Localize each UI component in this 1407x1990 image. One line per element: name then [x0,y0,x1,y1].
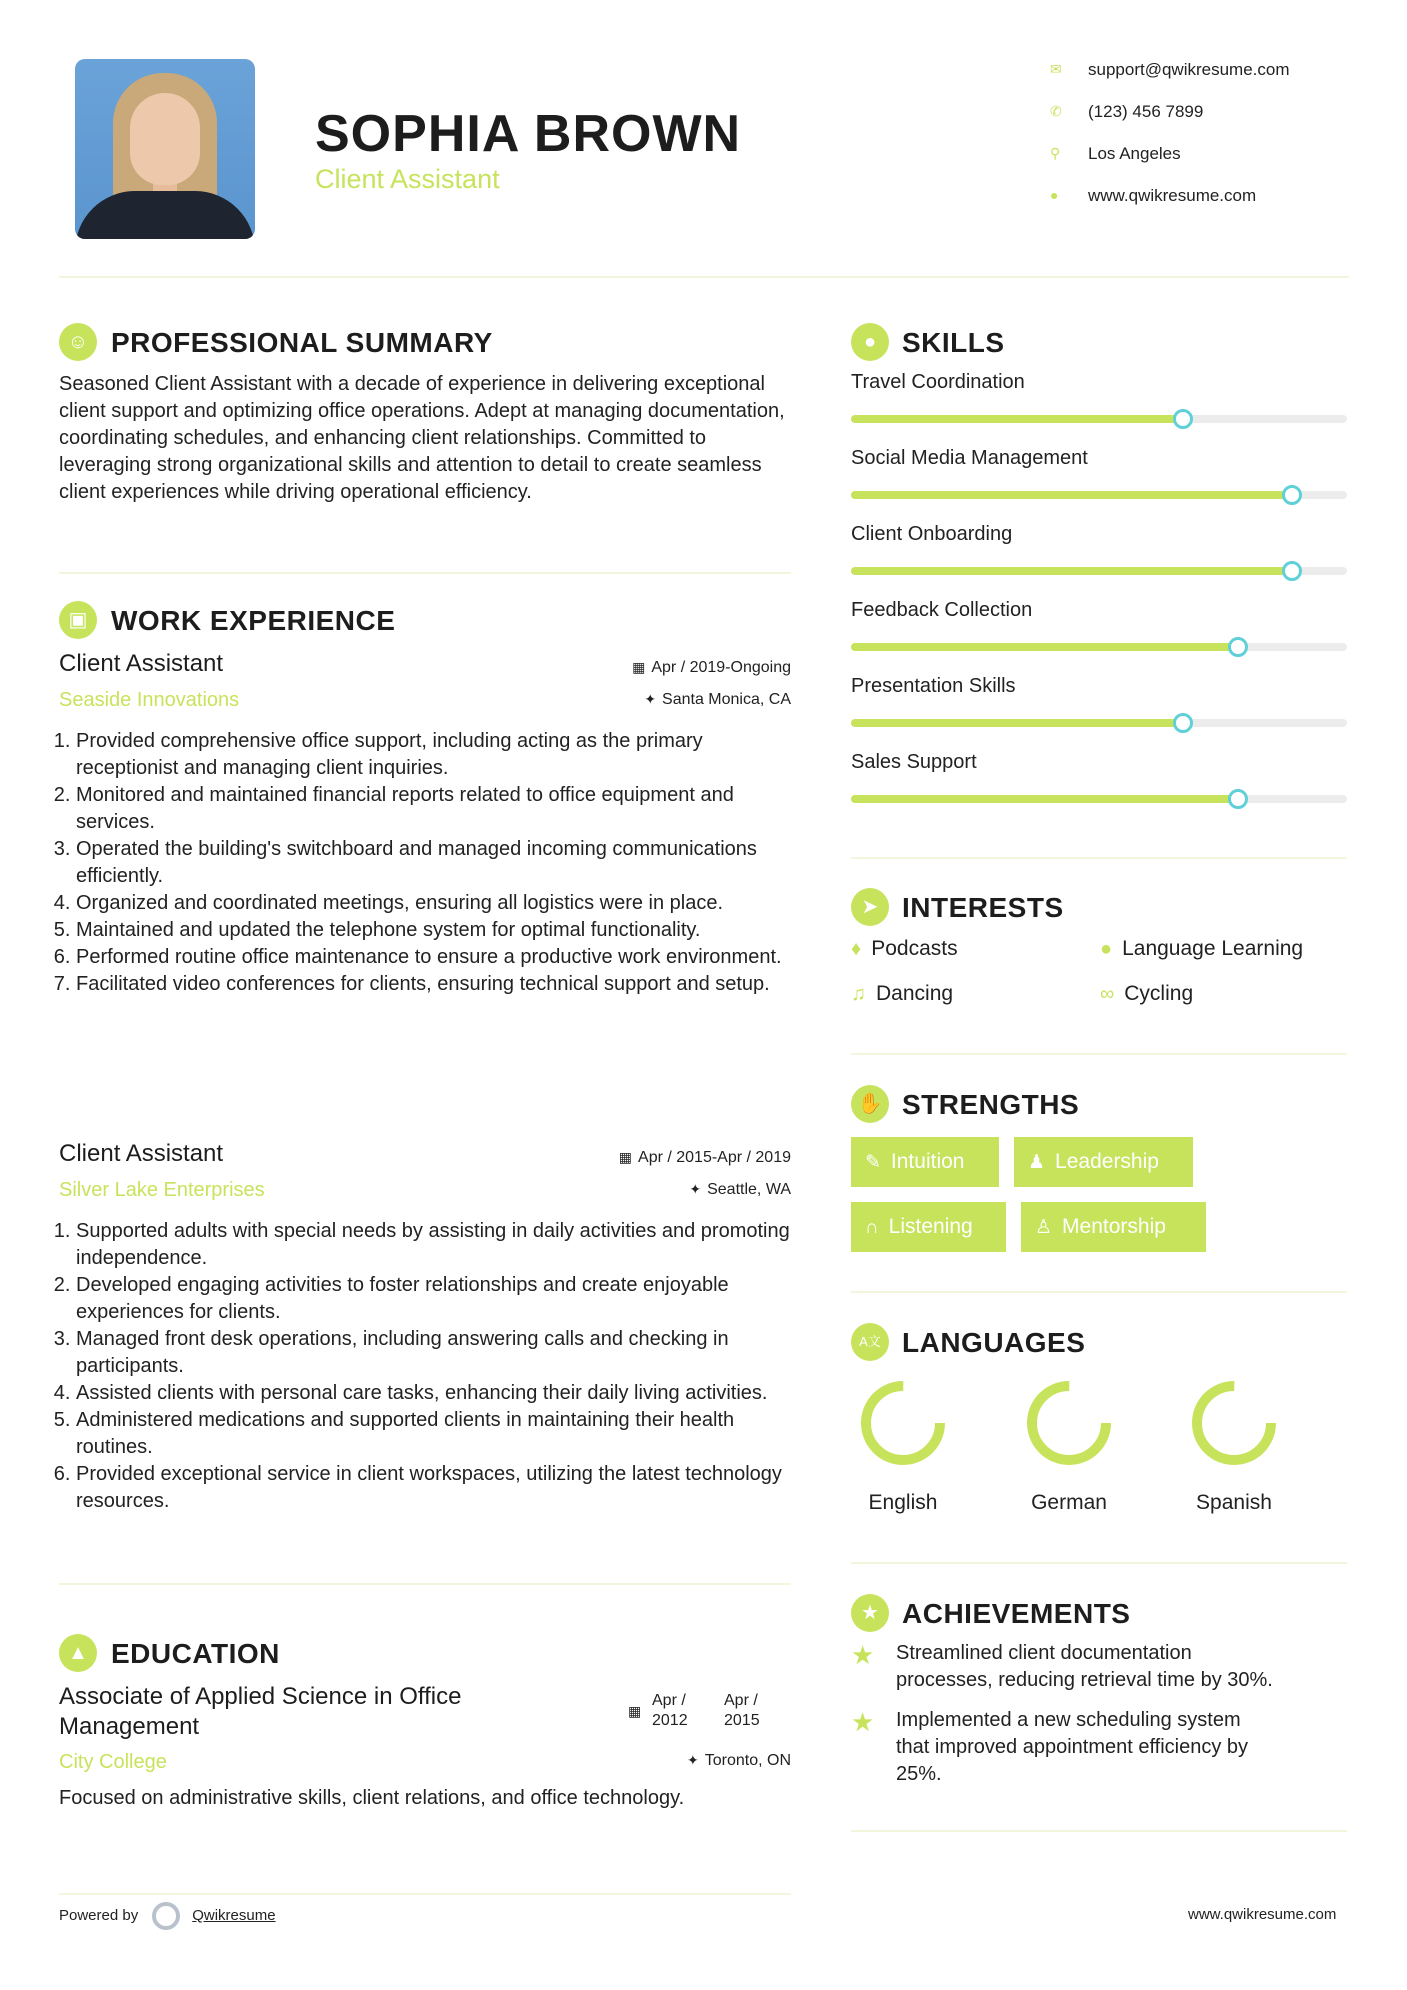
list-item: 6. Performed routine office maintenance to ensure a productive work environment. [76,944,800,971]
list-item: 1. Supported adults with special needs by assisting in daily activities and promoting independence. [76,1218,800,1272]
strength-tag: ♟ Leadership [1014,1137,1193,1187]
brand-link[interactable]: Qwikresume [192,1906,276,1924]
microphone-icon: ♦ [851,938,862,960]
candidate-name: SOPHIA BROWN [315,105,742,163]
skill-bar [851,719,1347,727]
skill-bar [851,567,1347,575]
list-item: 3. Operated the building's switchboard and managed incoming communications efficiently. [76,836,800,890]
job-location: ✦ Santa Monica, CA [644,691,791,708]
summary-text: Seasoned Client Assistant with a decade of experience in delivering exceptional client support and optimizing office operations. Adept at managing documentation, coordinating schedules, and enhancing client relationships. Committed to leveraging strong organizational skills and attention to detail to create seamless client experiences while driving operational efficiency. [59,373,785,503]
footer-url[interactable]: www.qwikresume.com [1188,1906,1337,1923]
strengths-divider [851,1291,1347,1293]
powered-by: Powered by Qwikresume [59,1902,276,1930]
strength-tag: ✎ Intuition [851,1137,999,1187]
globe-icon: ● [1100,938,1113,960]
list-item: 3. Managed front desk operations, including answering calls and checking in participants. [76,1326,800,1380]
map-pin-icon: ⚲ [1050,145,1061,161]
job-company: Seaside Innovations [59,689,240,711]
skill-bar [851,795,1347,803]
skill-bar-knob [1282,561,1302,581]
education-heading: EDUCATION [111,1638,280,1669]
envelope-icon: ✉ [1050,61,1062,77]
calendar-icon: ▦ [632,659,646,675]
skill-bar-knob [1173,713,1193,733]
phone-icon: ✆ [1050,103,1062,119]
languages-heading: LANGUAGES [902,1327,1086,1358]
job-date: ▦ Apr / 2015-Apr / 2019 [618,1149,791,1166]
job-location: ✦ Seattle, WA [689,1181,791,1198]
hand-icon: ✋ [851,1085,889,1123]
headphones-icon: ∩ [865,1217,879,1238]
job-duties-list [58,728,800,998]
wand-icon: ✎ [865,1152,881,1173]
user-plus-icon: ♙ [1035,1217,1053,1238]
star-icon: ★ [851,1640,875,1670]
achievement-item: Streamlined client documentation processes, reducing retrieval time by 30%. [896,1642,1273,1691]
skill-name: Feedback Collection [851,599,1033,621]
list-item: 5. Administered medications and supported clients in maintaining their health routines. [76,1407,800,1461]
school-name: City College [59,1751,167,1773]
resume-page: SOPHIA BROWN Client Assistant ✉ support@qwikresume.com ✆ (123) 456 7899 ⚲ Los Angeles ● www.qwikresume.com ☺ PROFESSIONAL SUMMARY Seasoned Client Assistant with a decade of experience in delivering exceptional client support and optimizing office operations. Adept at managing documentation, coordinating schedules, and enhancing client relationships. Committed to leveraging strong organizational skills and attention to detail to create seamless client experiences while driving operational efficiency. ▣ WORK EXPERIENCE Client Assistant ▦ Apr / 2019-Ongoing Seaside Innovations ✦ Santa Monica, CA 1. Provided comprehensive office support, including acting as the primary receptionist and managing client inquiries. 2. Monitored and maintained financial reports related to office equipment and services. 3. Operated the building's switchboard and managed incoming communications efficiently. 4. Organized and coordinated meetings, ensuring all logistics were in place. 5. Maintained and updated the telephone system for optimal functionality. 6. Performed routine office maintenance to ensure a productive work environment. 7. Facilitated video conferences for clients, ensuring technical support and setup. Client Assistant ▦ Apr / 2015-Apr / 2019 Silver Lake Enterprises ✦ Seattle, WA 1. Supported adults with special needs by assisting in daily activities and promoting independence. 2. Developed engaging activities to foster relationships and create enjoyable experiences for clients. 3. Managed front desk operations, including answering calls and checking in participants. 4. Assisted clients with personal care tasks, enhancing their daily living activities. 5. Administered medications and supported clients in maintaining their health routines. 6. Provided exceptional service in client workspaces, utilizing the latest technology resources. ▲ EDUCATION Associate of Applied Science in Office Management ▦ Apr / 2012 Apr / 2015 City College ✦ Toronto, ON Focused on administrative skills, client relations, and office technology. ● SKILLS Travel Coordination Social Media Management Client Onboarding Feedback Collection Presentation Skills Sales Support ➤ INTERESTS ♦ Podcasts ● Language Learning ♫ Dancing ∞ Cycling ✋ STRENGTHS ✎ Intuition ♟ Leadership ∩ Listening ♙ Mentorship A文 LANGUAGES English German Spanish ★ ACHIEVEMENTS ★ Streamlined client documentation processes, reducing retrieval time by 30%. ★ Implemented a new scheduling system that improved appointment efficiency by 25%. Powered by Qwikresume www.qwikresume.com [0,0,1407,1990]
list-item: 4. Organized and coordinated meetings, ensuring all logistics were in place. [76,890,800,917]
skill-bar [851,415,1347,423]
briefcase-icon: ▣ [59,601,97,639]
skills-heading: SKILLS [902,327,1005,358]
skill-bar-fill [851,567,1292,575]
job-company: Silver Lake Enterprises [59,1179,265,1201]
list-item: 5. Maintained and updated the telephone system for optimal functionality. [76,917,800,944]
skill-name: Sales Support [851,751,977,773]
calendar-icon: ▦ [628,1703,642,1719]
strength-tag: ♙ Mentorship [1021,1202,1206,1252]
job-date: ▦ Apr / 2019-Ongoing [632,659,791,676]
degree-title: Associate of Applied Science in Office Management [59,1683,462,1740]
interests-heading: INTERESTS [902,892,1064,923]
bicycle-icon: ∞ [1100,983,1115,1005]
languages-divider [851,1562,1347,1564]
skill-bar-fill [851,491,1292,499]
strengths-heading: STRENGTHS [902,1089,1080,1120]
users-icon: ♟ [1028,1152,1046,1173]
work-heading: WORK EXPERIENCE [111,605,396,636]
list-item: 1. Provided comprehensive office support, including acting as the primary receptionist and managing client inquiries. [76,728,800,782]
globe-icon: ● [1050,187,1059,203]
summary-heading: PROFESSIONAL SUMMARY [111,327,493,358]
skill-name: Client Onboarding [851,523,1013,545]
achievements-heading: ACHIEVEMENTS [902,1598,1131,1629]
work-divider [59,1583,791,1585]
language-name: English [868,1491,938,1514]
interest-language-learning: ● Language Learning [1100,937,1304,960]
skill-bar-fill [851,795,1238,803]
star-icon: ★ [851,1707,875,1737]
job-duties-list [58,1218,800,1515]
profile-photo [75,59,255,239]
skill-bar-knob [1173,409,1193,429]
education-text: Focused on administrative skills, client relations, and office technology. [59,1787,685,1809]
skill-bar-fill [851,719,1183,727]
job-title: Client Assistant [59,1140,224,1167]
graduation-icon: ▲ [59,1634,97,1672]
trophy-icon: ★ [851,1594,889,1632]
language-icon: A文 [851,1323,889,1361]
pin-icon: ✦ [689,1181,702,1197]
language-level-ring [1024,1378,1114,1468]
paper-plane-icon: ➤ [851,888,889,926]
skill-bar [851,491,1347,499]
header-divider [59,276,1349,278]
skill-name: Social Media Management [851,447,1088,469]
lightbulb-icon: ● [851,323,889,361]
list-item: 2. Developed engaging activities to foster relationships and create enjoyable experiences for clients. [76,1272,800,1326]
interests-divider [851,1053,1347,1055]
user-icon: ☺ [59,323,97,361]
skill-name: Presentation Skills [851,675,1016,697]
job-title: Client Assistant [59,650,224,677]
language-name: German [1031,1491,1107,1514]
interest-cycling: ∞ Cycling [1100,982,1194,1005]
interest-podcasts: ♦ Podcasts [851,937,958,960]
skills-divider [851,857,1347,859]
calendar-icon: ▦ [618,1149,633,1165]
language-name: Spanish [1196,1491,1272,1514]
candidate-role: Client Assistant [315,164,500,194]
language-level-ring [1189,1378,1279,1468]
list-item: 7. Facilitated video conferences for clients, ensuring technical support and setup. [76,971,800,998]
qwikresume-logo-icon [152,1902,180,1930]
language-level-ring [858,1378,948,1468]
skill-bar-knob [1228,637,1248,657]
list-item: 2. Monitored and maintained financial reports related to office equipment and services. [76,782,800,836]
skill-name: Travel Coordination [851,371,1025,393]
pin-icon: ✦ [644,691,657,707]
skill-bar [851,643,1347,651]
education-divider [59,1893,791,1895]
list-item: 4. Assisted clients with personal care tasks, enhancing their daily living activities. [76,1380,800,1407]
achievement-item: Implemented a new scheduling system that improved appointment efficiency by 25%. [896,1709,1249,1785]
pin-icon: ✦ [687,1752,699,1768]
skill-bar-fill [851,643,1238,651]
interest-dancing: ♫ Dancing [851,982,954,1005]
list-item: 6. Provided exceptional service in client workspaces, utilizing the latest technology resources. [76,1461,800,1515]
skill-bar-knob [1228,789,1248,809]
music-icon: ♫ [851,983,866,1005]
achievements-divider [851,1830,1347,1832]
skill-bar-knob [1282,485,1302,505]
strength-tag: ∩ Listening [851,1202,1006,1252]
summary-divider [59,572,791,574]
education-location: ✦ Toronto, ON [687,1752,791,1769]
skill-bar-fill [851,415,1183,423]
